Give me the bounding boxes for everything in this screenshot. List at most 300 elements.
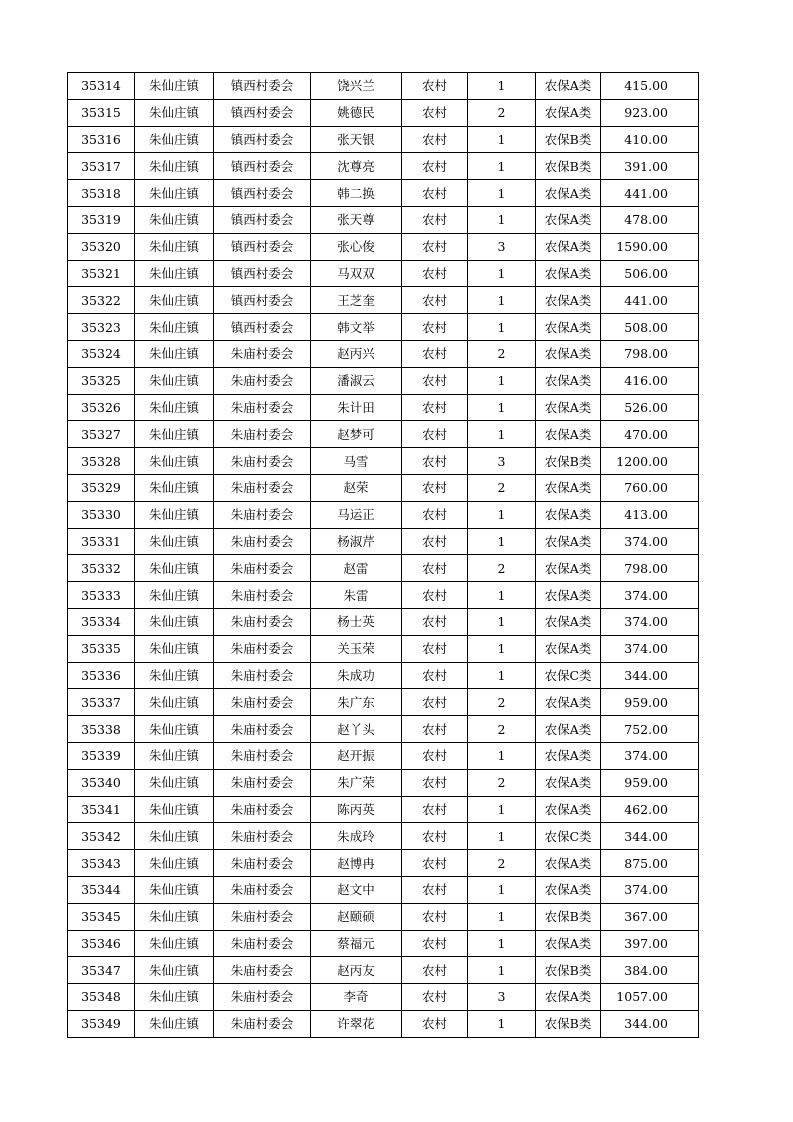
name-cell: 马双双 [311, 260, 402, 287]
amount-cell: 526.00 [601, 394, 699, 421]
town-cell: 朱仙庄镇 [135, 689, 214, 716]
category-cell: 农保B类 [536, 448, 601, 475]
category-cell: 农保A类 [536, 742, 601, 769]
table-row [68, 582, 699, 609]
category-cell: 农保A类 [536, 528, 601, 555]
amount-cell: 367.00 [601, 903, 699, 930]
category-cell: 农保A类 [536, 501, 601, 528]
town-cell: 朱仙庄镇 [135, 796, 214, 823]
category-cell: 农保A类 [536, 367, 601, 394]
town-cell: 朱仙庄镇 [135, 448, 214, 475]
household-size-cell: 1 [468, 73, 536, 100]
record-id-cell: 35339 [68, 742, 135, 769]
household-size-cell: 1 [468, 501, 536, 528]
name-cell: 韩二换 [311, 180, 402, 207]
amount-cell: 959.00 [601, 689, 699, 716]
record-id-cell: 35345 [68, 903, 135, 930]
table-row [68, 876, 699, 903]
amount-cell: 374.00 [601, 635, 699, 662]
village-committee-cell: 朱庙村委会 [214, 340, 311, 367]
category-cell: 农保A类 [536, 555, 601, 582]
household-size-cell: 1 [468, 796, 536, 823]
table-row [68, 1010, 699, 1037]
amount-cell: 470.00 [601, 421, 699, 448]
household-size-cell: 1 [468, 180, 536, 207]
household-size-cell: 1 [468, 1010, 536, 1037]
area-type-cell: 农村 [402, 930, 468, 957]
amount-cell: 441.00 [601, 180, 699, 207]
household-size-cell: 3 [468, 448, 536, 475]
town-cell: 朱仙庄镇 [135, 206, 214, 233]
table-row [68, 903, 699, 930]
town-cell: 朱仙庄镇 [135, 903, 214, 930]
area-type-cell: 农村 [402, 850, 468, 877]
household-size-cell: 1 [468, 742, 536, 769]
village-committee-cell: 朱庙村委会 [214, 501, 311, 528]
household-size-cell: 1 [468, 608, 536, 635]
record-id-cell: 35343 [68, 850, 135, 877]
table-row [68, 474, 699, 501]
amount-cell: 441.00 [601, 287, 699, 314]
name-cell: 关玉荣 [311, 635, 402, 662]
area-type-cell: 农村 [402, 689, 468, 716]
town-cell: 朱仙庄镇 [135, 367, 214, 394]
town-cell: 朱仙庄镇 [135, 126, 214, 153]
table-row [68, 180, 699, 207]
table-row [68, 287, 699, 314]
table-row [68, 555, 699, 582]
household-size-cell: 2 [468, 99, 536, 126]
category-cell: 农保A类 [536, 769, 601, 796]
name-cell: 朱成功 [311, 662, 402, 689]
table-row [68, 850, 699, 877]
table-row [68, 367, 699, 394]
name-cell: 杨淑芹 [311, 528, 402, 555]
record-id-cell: 35342 [68, 823, 135, 850]
record-id-cell: 35324 [68, 340, 135, 367]
area-type-cell: 农村 [402, 796, 468, 823]
category-cell: 农保A类 [536, 716, 601, 743]
household-size-cell: 2 [468, 474, 536, 501]
town-cell: 朱仙庄镇 [135, 394, 214, 421]
town-cell: 朱仙庄镇 [135, 823, 214, 850]
amount-cell: 374.00 [601, 608, 699, 635]
name-cell: 陈丙英 [311, 796, 402, 823]
area-type-cell: 农村 [402, 957, 468, 984]
town-cell: 朱仙庄镇 [135, 528, 214, 555]
table-row [68, 716, 699, 743]
area-type-cell: 农村 [402, 448, 468, 475]
name-cell: 李奇 [311, 984, 402, 1011]
category-cell: 农保A类 [536, 260, 601, 287]
household-size-cell: 1 [468, 153, 536, 180]
town-cell: 朱仙庄镇 [135, 984, 214, 1011]
table-row [68, 769, 699, 796]
village-committee-cell: 镇西村委会 [214, 287, 311, 314]
category-cell: 农保A类 [536, 340, 601, 367]
village-committee-cell: 镇西村委会 [214, 99, 311, 126]
category-cell: 农保B类 [536, 153, 601, 180]
name-cell: 赵博冉 [311, 850, 402, 877]
table-row [68, 662, 699, 689]
name-cell: 朱广东 [311, 689, 402, 716]
name-cell: 赵梦可 [311, 421, 402, 448]
town-cell: 朱仙庄镇 [135, 260, 214, 287]
table-row [68, 501, 699, 528]
name-cell: 朱计田 [311, 394, 402, 421]
area-type-cell: 农村 [402, 287, 468, 314]
table-row [68, 608, 699, 635]
area-type-cell: 农村 [402, 662, 468, 689]
table-row [68, 260, 699, 287]
amount-cell: 508.00 [601, 314, 699, 341]
village-committee-cell: 朱庙村委会 [214, 903, 311, 930]
town-cell: 朱仙庄镇 [135, 153, 214, 180]
record-id-cell: 35334 [68, 608, 135, 635]
area-type-cell: 农村 [402, 984, 468, 1011]
name-cell: 蔡福元 [311, 930, 402, 957]
record-id-cell: 35346 [68, 930, 135, 957]
record-id-cell: 35319 [68, 206, 135, 233]
area-type-cell: 农村 [402, 206, 468, 233]
village-committee-cell: 镇西村委会 [214, 260, 311, 287]
name-cell: 沈尊亮 [311, 153, 402, 180]
category-cell: 农保B类 [536, 903, 601, 930]
record-id-cell: 35338 [68, 716, 135, 743]
amount-cell: 344.00 [601, 662, 699, 689]
category-cell: 农保C类 [536, 823, 601, 850]
category-cell: 农保A类 [536, 73, 601, 100]
name-cell: 姚德民 [311, 99, 402, 126]
record-id-cell: 35348 [68, 984, 135, 1011]
area-type-cell: 农村 [402, 180, 468, 207]
amount-cell: 374.00 [601, 582, 699, 609]
town-cell: 朱仙庄镇 [135, 582, 214, 609]
area-type-cell: 农村 [402, 260, 468, 287]
amount-cell: 752.00 [601, 716, 699, 743]
amount-cell: 374.00 [601, 742, 699, 769]
table-row [68, 73, 699, 100]
town-cell: 朱仙庄镇 [135, 876, 214, 903]
category-cell: 农保A类 [536, 796, 601, 823]
record-id-cell: 35325 [68, 367, 135, 394]
record-id-cell: 35347 [68, 957, 135, 984]
category-cell: 农保A类 [536, 287, 601, 314]
amount-cell: 959.00 [601, 769, 699, 796]
category-cell: 农保A类 [536, 180, 601, 207]
table-row [68, 126, 699, 153]
table-row [68, 394, 699, 421]
village-committee-cell: 朱庙村委会 [214, 769, 311, 796]
household-size-cell: 1 [468, 314, 536, 341]
table-row [68, 233, 699, 260]
name-cell: 张心俊 [311, 233, 402, 260]
household-size-cell: 1 [468, 206, 536, 233]
town-cell: 朱仙庄镇 [135, 474, 214, 501]
record-id-cell: 35337 [68, 689, 135, 716]
household-size-cell: 2 [468, 340, 536, 367]
category-cell: 农保A类 [536, 233, 601, 260]
area-type-cell: 农村 [402, 73, 468, 100]
category-cell: 农保C类 [536, 662, 601, 689]
area-type-cell: 农村 [402, 340, 468, 367]
area-type-cell: 农村 [402, 1010, 468, 1037]
amount-cell: 1590.00 [601, 233, 699, 260]
amount-cell: 478.00 [601, 206, 699, 233]
category-cell: 农保A类 [536, 930, 601, 957]
town-cell: 朱仙庄镇 [135, 608, 214, 635]
amount-cell: 798.00 [601, 555, 699, 582]
amount-cell: 391.00 [601, 153, 699, 180]
village-committee-cell: 朱庙村委会 [214, 608, 311, 635]
area-type-cell: 农村 [402, 903, 468, 930]
record-id-cell: 35318 [68, 180, 135, 207]
name-cell: 王芝奎 [311, 287, 402, 314]
area-type-cell: 农村 [402, 233, 468, 260]
name-cell: 韩文举 [311, 314, 402, 341]
household-size-cell: 1 [468, 126, 536, 153]
area-type-cell: 农村 [402, 314, 468, 341]
household-size-cell: 2 [468, 769, 536, 796]
area-type-cell: 农村 [402, 474, 468, 501]
town-cell: 朱仙庄镇 [135, 1010, 214, 1037]
name-cell: 赵丫头 [311, 716, 402, 743]
village-committee-cell: 镇西村委会 [214, 206, 311, 233]
amount-cell: 506.00 [601, 260, 699, 287]
category-cell: 农保B类 [536, 957, 601, 984]
town-cell: 朱仙庄镇 [135, 555, 214, 582]
household-size-cell: 1 [468, 823, 536, 850]
area-type-cell: 农村 [402, 608, 468, 635]
record-id-cell: 35317 [68, 153, 135, 180]
name-cell: 潘淑云 [311, 367, 402, 394]
category-cell: 农保A类 [536, 689, 601, 716]
category-cell: 农保A类 [536, 206, 601, 233]
amount-cell: 923.00 [601, 99, 699, 126]
name-cell: 赵雷 [311, 555, 402, 582]
town-cell: 朱仙庄镇 [135, 742, 214, 769]
household-size-cell: 1 [468, 662, 536, 689]
record-id-cell: 35322 [68, 287, 135, 314]
name-cell: 赵颐硕 [311, 903, 402, 930]
category-cell: 农保A类 [536, 608, 601, 635]
category-cell: 农保A类 [536, 984, 601, 1011]
area-type-cell: 农村 [402, 367, 468, 394]
amount-cell: 344.00 [601, 1010, 699, 1037]
village-committee-cell: 朱庙村委会 [214, 528, 311, 555]
name-cell: 赵丙友 [311, 957, 402, 984]
household-size-cell: 1 [468, 876, 536, 903]
village-committee-cell: 朱庙村委会 [214, 689, 311, 716]
category-cell: 农保A类 [536, 99, 601, 126]
table-row [68, 689, 699, 716]
household-size-cell: 1 [468, 367, 536, 394]
household-size-cell: 1 [468, 582, 536, 609]
household-size-cell: 1 [468, 528, 536, 555]
category-cell: 农保B类 [536, 126, 601, 153]
table-row [68, 984, 699, 1011]
amount-cell: 344.00 [601, 823, 699, 850]
household-size-cell: 1 [468, 635, 536, 662]
area-type-cell: 农村 [402, 528, 468, 555]
record-id-cell: 35314 [68, 73, 135, 100]
record-id-cell: 35315 [68, 99, 135, 126]
table-row [68, 314, 699, 341]
area-type-cell: 农村 [402, 769, 468, 796]
village-committee-cell: 朱庙村委会 [214, 394, 311, 421]
amount-cell: 798.00 [601, 340, 699, 367]
record-id-cell: 35320 [68, 233, 135, 260]
town-cell: 朱仙庄镇 [135, 287, 214, 314]
town-cell: 朱仙庄镇 [135, 850, 214, 877]
record-id-cell: 35326 [68, 394, 135, 421]
table-row [68, 823, 699, 850]
household-size-cell: 1 [468, 421, 536, 448]
town-cell: 朱仙庄镇 [135, 957, 214, 984]
amount-cell: 397.00 [601, 930, 699, 957]
area-type-cell: 农村 [402, 501, 468, 528]
area-type-cell: 农村 [402, 635, 468, 662]
town-cell: 朱仙庄镇 [135, 73, 214, 100]
village-committee-cell: 朱庙村委会 [214, 796, 311, 823]
table-row [68, 448, 699, 475]
table-row [68, 930, 699, 957]
table-row [68, 421, 699, 448]
category-cell: 农保A类 [536, 394, 601, 421]
name-cell: 朱成玲 [311, 823, 402, 850]
category-cell: 农保A类 [536, 421, 601, 448]
category-cell: 农保B类 [536, 1010, 601, 1037]
table-row [68, 206, 699, 233]
area-type-cell: 农村 [402, 716, 468, 743]
area-type-cell: 农村 [402, 126, 468, 153]
household-size-cell: 1 [468, 394, 536, 421]
town-cell: 朱仙庄镇 [135, 769, 214, 796]
village-committee-cell: 朱庙村委会 [214, 716, 311, 743]
category-cell: 农保A类 [536, 314, 601, 341]
table-row [68, 153, 699, 180]
town-cell: 朱仙庄镇 [135, 314, 214, 341]
village-committee-cell: 朱庙村委会 [214, 582, 311, 609]
area-type-cell: 农村 [402, 582, 468, 609]
village-committee-cell: 朱庙村委会 [214, 421, 311, 448]
record-id-cell: 35335 [68, 635, 135, 662]
household-size-cell: 3 [468, 233, 536, 260]
amount-cell: 875.00 [601, 850, 699, 877]
name-cell: 朱广荣 [311, 769, 402, 796]
town-cell: 朱仙庄镇 [135, 662, 214, 689]
village-committee-cell: 朱庙村委会 [214, 823, 311, 850]
record-id-cell: 35316 [68, 126, 135, 153]
area-type-cell: 农村 [402, 394, 468, 421]
household-size-cell: 2 [468, 555, 536, 582]
record-id-cell: 35344 [68, 876, 135, 903]
village-committee-cell: 朱庙村委会 [214, 984, 311, 1011]
household-size-cell: 2 [468, 850, 536, 877]
table-row [68, 340, 699, 367]
table-row [68, 957, 699, 984]
amount-cell: 374.00 [601, 528, 699, 555]
village-committee-cell: 镇西村委会 [214, 180, 311, 207]
household-size-cell: 1 [468, 957, 536, 984]
name-cell: 许翠花 [311, 1010, 402, 1037]
record-id-cell: 35331 [68, 528, 135, 555]
record-id-cell: 35333 [68, 582, 135, 609]
town-cell: 朱仙庄镇 [135, 501, 214, 528]
village-committee-cell: 朱庙村委会 [214, 367, 311, 394]
amount-cell: 410.00 [601, 126, 699, 153]
town-cell: 朱仙庄镇 [135, 180, 214, 207]
village-committee-cell: 朱庙村委会 [214, 474, 311, 501]
name-cell: 赵开振 [311, 742, 402, 769]
household-size-cell: 1 [468, 260, 536, 287]
amount-cell: 1200.00 [601, 448, 699, 475]
household-size-cell: 2 [468, 716, 536, 743]
amount-cell: 374.00 [601, 876, 699, 903]
name-cell: 杨士英 [311, 608, 402, 635]
area-type-cell: 农村 [402, 555, 468, 582]
name-cell: 马运正 [311, 501, 402, 528]
name-cell: 饶兴兰 [311, 73, 402, 100]
records-table-body [68, 73, 699, 1038]
record-id-cell: 35349 [68, 1010, 135, 1037]
town-cell: 朱仙庄镇 [135, 716, 214, 743]
village-committee-cell: 朱庙村委会 [214, 1010, 311, 1037]
area-type-cell: 农村 [402, 421, 468, 448]
record-id-cell: 35340 [68, 769, 135, 796]
category-cell: 农保A类 [536, 474, 601, 501]
village-committee-cell: 朱庙村委会 [214, 876, 311, 903]
category-cell: 农保A类 [536, 850, 601, 877]
table-row [68, 742, 699, 769]
amount-cell: 415.00 [601, 73, 699, 100]
record-id-cell: 35327 [68, 421, 135, 448]
town-cell: 朱仙庄镇 [135, 421, 214, 448]
amount-cell: 760.00 [601, 474, 699, 501]
amount-cell: 384.00 [601, 957, 699, 984]
town-cell: 朱仙庄镇 [135, 930, 214, 957]
area-type-cell: 农村 [402, 99, 468, 126]
record-id-cell: 35336 [68, 662, 135, 689]
village-committee-cell: 镇西村委会 [214, 126, 311, 153]
village-committee-cell: 朱庙村委会 [214, 930, 311, 957]
village-committee-cell: 朱庙村委会 [214, 635, 311, 662]
amount-cell: 1057.00 [601, 984, 699, 1011]
record-id-cell: 35329 [68, 474, 135, 501]
name-cell: 张天银 [311, 126, 402, 153]
area-type-cell: 农村 [402, 153, 468, 180]
name-cell: 赵文中 [311, 876, 402, 903]
village-committee-cell: 朱庙村委会 [214, 957, 311, 984]
record-id-cell: 35328 [68, 448, 135, 475]
records-table [67, 72, 699, 1038]
amount-cell: 416.00 [601, 367, 699, 394]
category-cell: 农保A类 [536, 635, 601, 662]
village-committee-cell: 朱庙村委会 [214, 555, 311, 582]
record-id-cell: 35323 [68, 314, 135, 341]
village-committee-cell: 镇西村委会 [214, 73, 311, 100]
town-cell: 朱仙庄镇 [135, 635, 214, 662]
town-cell: 朱仙庄镇 [135, 340, 214, 367]
amount-cell: 413.00 [601, 501, 699, 528]
record-id-cell: 35341 [68, 796, 135, 823]
village-committee-cell: 朱庙村委会 [214, 448, 311, 475]
area-type-cell: 农村 [402, 823, 468, 850]
category-cell: 农保A类 [536, 876, 601, 903]
village-committee-cell: 镇西村委会 [214, 153, 311, 180]
table-row [68, 635, 699, 662]
household-size-cell: 1 [468, 930, 536, 957]
